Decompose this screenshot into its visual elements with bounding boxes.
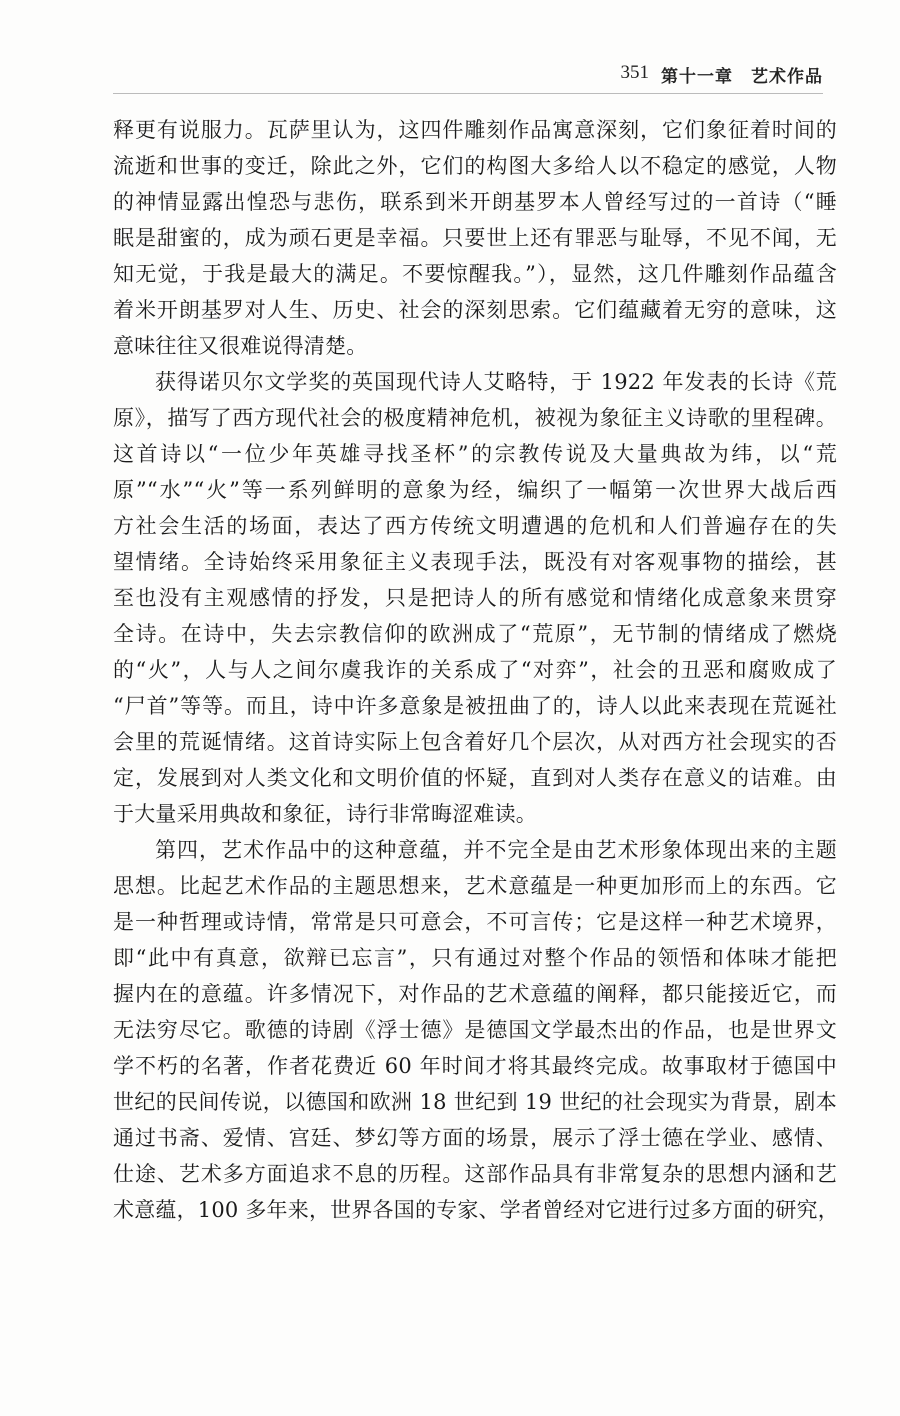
paragraph-2 (113, 364, 837, 832)
header-rule (113, 93, 823, 94)
text-line: 定，发展到对人类文化和文明价值的怀疑，直到对人类存在意义的诘难。由 (113, 766, 837, 790)
text-line: 原》，描写了西方现代社会的极度精神危机，被视为象征主义诗歌的里程碑。 (113, 406, 837, 430)
text-line: 仕途、艺术多方面追求不息的历程。这部作品具有非常复杂的思想内涵和艺 (113, 1162, 837, 1186)
text-line: 望情绪。全诗始终采用象征主义表现手法，既没有对客观事物的描绘，甚 (113, 550, 837, 574)
text-line: 无法穷尽它。歌德的诗剧《浮士德》是德国文学最杰出的作品，也是世界文 (113, 1018, 837, 1042)
text-line: 流逝和世事的变迁，除此之外，它们的构图大多给人以不稳定的感觉，人物 (113, 154, 837, 178)
text-line: 会里的荒诞情绪。这首诗实际上包含着好几个层次，从对西方社会现实的否 (113, 730, 837, 754)
text-line: 通过书斋、爱情、宫廷、梦幻等方面的场景，展示了浮士德在学业、感情、 (113, 1126, 837, 1150)
text-line: 方社会生活的场面，表达了西方传统文明遭遇的危机和人们普遍存在的失 (113, 514, 837, 538)
text-line: 原”“水”“火”等一系列鲜明的意象为经，编织了一幅第一次世界大战后西 (113, 478, 837, 502)
text-line: 眠是甜蜜的，成为顽石更是幸福。只要世上还有罪恶与耻辱，不见不闻，无 (113, 226, 837, 250)
text-line: 即“此中有真意，欲辩已忘言”，只有通过对整个作品的领悟和体味才能把 (113, 946, 837, 970)
running-header (0, 62, 823, 92)
text-line: 全诗。在诗中，失去宗教信仰的欧洲成了“荒原”，无节制的情绪成了燃烧 (113, 622, 837, 646)
text-line: 是一种哲理或诗情，常常是只可意会，不可言传；它是这样一种艺术境界， (113, 910, 837, 934)
text-line: 的“火”，人与人之间尔虞我诈的关系成了“对弈”，社会的丑恶和腐败成了 (113, 658, 837, 682)
text-line: 这首诗以“一位少年英雄寻找圣杯”的宗教传说及大量典故为纬，以“荒 (113, 442, 837, 466)
text-line: 学不朽的名著，作者花费近 60 年时间才将其最终完成。故事取材于德国中 (113, 1054, 837, 1078)
paragraph-3 (113, 832, 837, 1228)
text-line: 获得诺贝尔文学奖的英国现代诗人艾略特，于 1922 年发表的长诗《荒 (155, 370, 837, 394)
text-line: 思想。比起艺术作品的主题思想来，艺术意蕴是一种更加形而上的东西。它 (113, 874, 837, 898)
text-line: 第四，艺术作品中的这种意蕴，并不完全是由艺术形象体现出来的主题 (155, 838, 837, 862)
text-line: 世纪的民间传说，以德国和欧洲 18 世纪到 19 世纪的社会现实为背景，剧本 (113, 1090, 837, 1114)
text-line: 意味往往又很难说得清楚。 (113, 334, 368, 358)
body-text (113, 112, 837, 1228)
text-line: 知无觉，于我是最大的满足。不要惊醒我。”），显然，这几件雕刻作品蕴含 (113, 262, 837, 286)
text-line: “尸首”等等。而且，诗中许多意象是被扭曲了的，诗人以此来表现在荒诞社 (113, 694, 837, 718)
text-line: 于大量采用典故和象征，诗行非常晦涩难读。 (113, 802, 537, 826)
text-line: 释更有说服力。瓦萨里认为，这四件雕刻作品寓意深刻，它们象征着时间的 (113, 118, 837, 142)
text-line: 的神情显露出惶恐与悲伤，联系到米开朗基罗本人曾经写过的一首诗（“睡 (113, 190, 837, 214)
page-number: 351 (620, 62, 649, 83)
text-line: 握内在的意蕴。许多情况下，对作品的艺术意蕴的阐释，都只能接近它，而 (113, 982, 837, 1006)
text-line: 至也没有主观感情的抒发，只是把诗人的所有感觉和情绪化成意象来贯穿 (113, 586, 837, 610)
paragraph-1 (113, 112, 837, 364)
chapter-title: 第十一章 艺术作品 (661, 67, 823, 87)
text-line: 术意蕴，100 多年来，世界各国的专家、学者曾经对它进行过多方面的研究， (113, 1198, 839, 1222)
text-line: 着米开朗基罗对人生、历史、社会的深刻思索。它们蕴藏着无穷的意味，这 (113, 298, 837, 322)
